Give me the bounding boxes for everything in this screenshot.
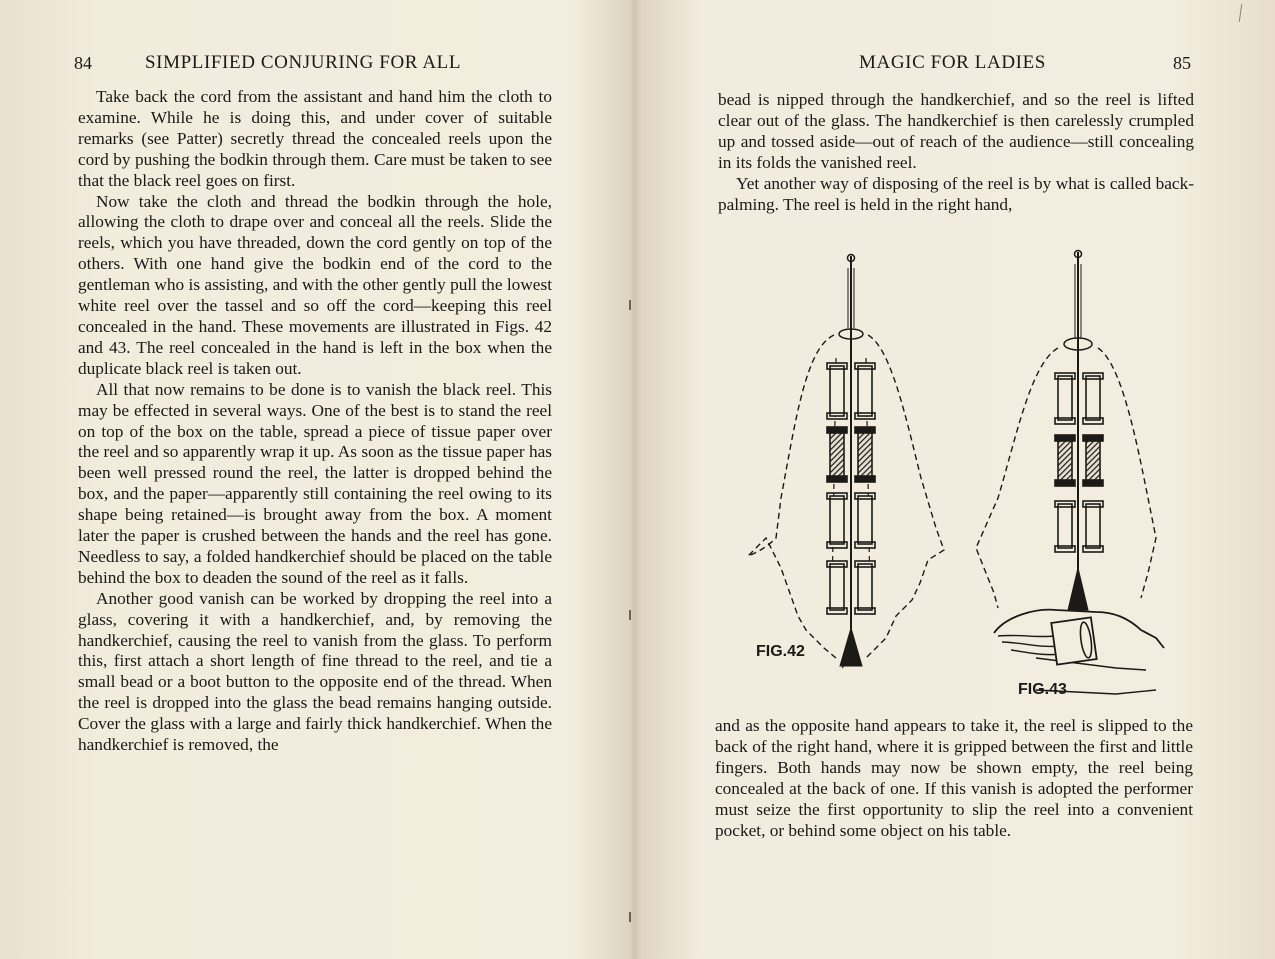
fig-42-label: FIG.42 xyxy=(756,643,805,660)
paragraph: Another good vanish can be worked by dropping the reel into a glass, covering it with a handkerchief, and, by removing the handkerchief, causing the reel to vanish from the glass. To perform this, first attach a short length of fine thread to the reel, and tie a small bead or a boot button to the opposite end of the thread. When the reel is dropped into the glass the bead remains hanging outside. Cover the glass with a large and fairly thick handkerchief. When the handkerchief is removed, the xyxy=(78,588,552,755)
running-head-left: SIMPLIFIED CONJURING FOR ALL xyxy=(145,52,462,73)
page-number-right: 85 xyxy=(1173,53,1191,73)
paragraph: Now take the cloth and thread the bodkin through the hole, allowing the cloth to drape over and conceal all the reels. Slide the reels, which you have threaded, down the cord gently on top of the others. With one hand give the bodkin end of the cord to the gentleman who is assisting, and with the other gently pull the lowest white reel over the tassel and so off the cord—keeping this reel concealed in the hand. These movements are illustrated in Figs. 42 and 43. The reel concealed in the hand is left in the box when the duplicate black reel is taken out. xyxy=(78,191,552,378)
binding-stitch xyxy=(629,610,631,620)
running-head-right: MAGIC FOR LADIES xyxy=(859,52,1046,73)
fig-43-label: FIG.43 xyxy=(1018,681,1067,698)
binding-stitch xyxy=(629,912,631,922)
paragraph: Yet another way of disposing of the reel is by what is called back-palming. The reel is held in the right hand, xyxy=(718,173,1194,214)
paragraph: All that now remains to be done is to vanish the black reel. This may be effected in several ways. One of the best is to stand the reel on top of the box on the table, spread a piece of tissue paper over the reel and so apparently wrap it up. As soon as the tissue paper has been well pressed round the reel, the latter is dropped behind the box, and the paper—apparently still containing the reel owing to its shape being retained—is brought away from the box. A moment later the paper is crushed between the hands and the reel has gone. Needless to say, a folded handkerchief should be placed on the table behind the box to deaden the sound of the reel as it falls. xyxy=(78,379,552,587)
left-body-text xyxy=(78,87,552,756)
fig-43-drawing xyxy=(976,251,1164,695)
page-number-left: 84 xyxy=(74,53,92,73)
illustration-figs-42-43 xyxy=(736,238,1166,708)
paragraph: bead is nipped through the handkerchief, and so the reel is lifted clear out of the glass. The handkerchief is then carelessly crumpled up and tossed aside—out of reach of the audience—still concealing in its folds the vanished reel. xyxy=(718,90,1194,172)
right-body-text-bottom xyxy=(715,716,1193,841)
fig-42-drawing xyxy=(748,255,944,669)
right-page xyxy=(636,0,1275,959)
right-body-text-top xyxy=(718,90,1194,215)
paragraph: Take back the cord from the assistant and hand him the cloth to examine. While he is doing this, and under cover of suitable remarks (see Patter) secretly thread the concealed reels upon the cord by pushing the bodkin through them. Care must be taken to see that the black reel goes on first. xyxy=(78,87,552,190)
left-page xyxy=(0,0,630,959)
paragraph: and as the opposite hand appears to take it, the reel is slipped to the back of the right hand, where it is gripped between the first and little fingers. Both hands may now be shown empty, the reel being concealed at the back of one. If this vanish is adopted the performer must seize the first opportunity to slip the reel into a convenient pocket, or behind some object on his table. xyxy=(715,716,1193,840)
binding-stitch xyxy=(629,300,631,310)
